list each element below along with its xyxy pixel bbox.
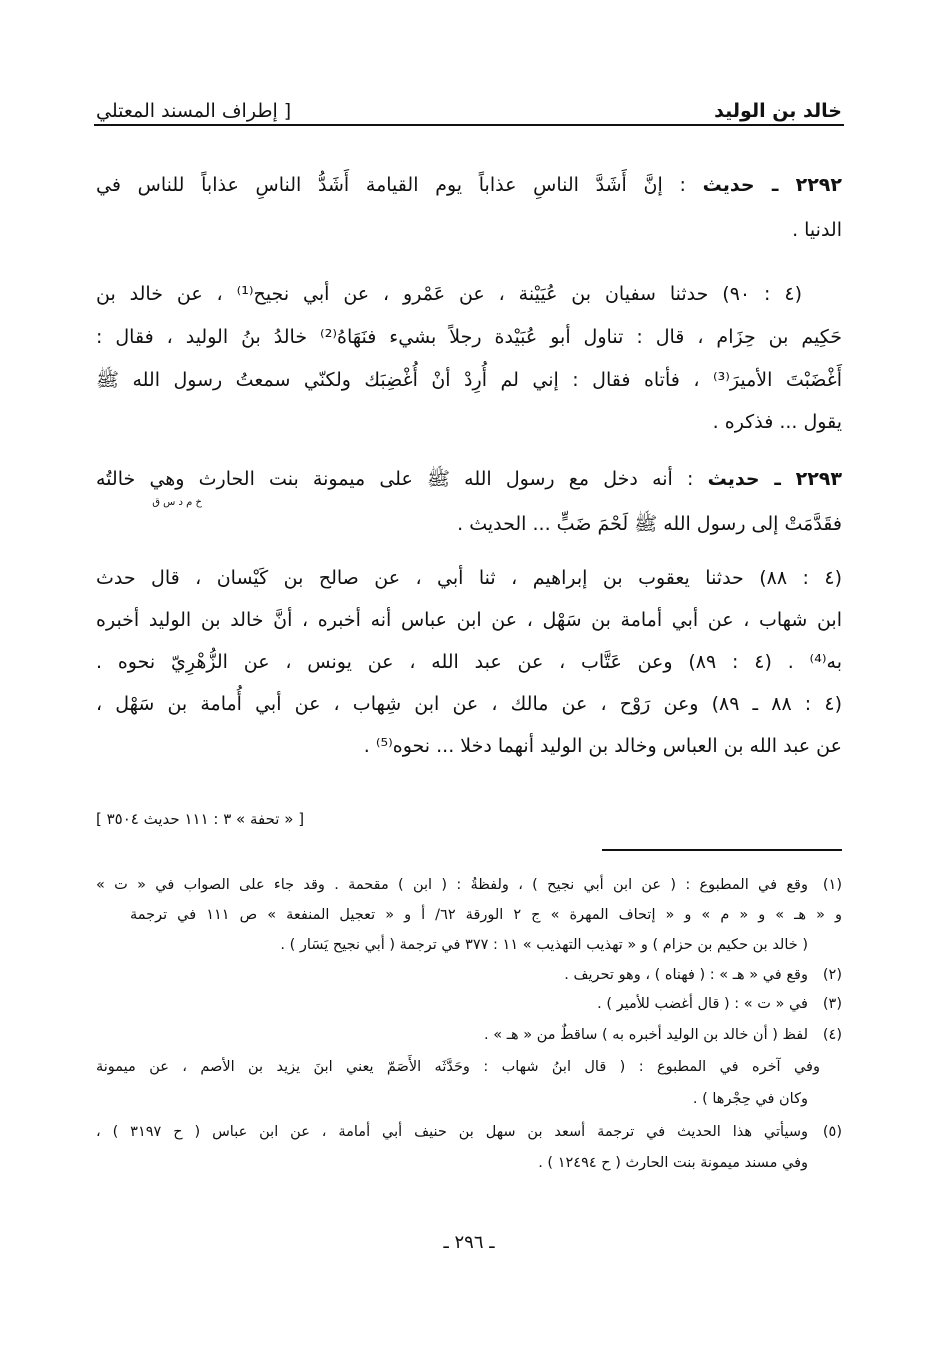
hadith-2292-line-1 xyxy=(96,176,842,195)
isnad-2292-line-4: يقول ... فذكره . xyxy=(712,411,842,433)
footnote-2 xyxy=(96,968,842,983)
footnote-text: في « ت » : ( قال أغضب للأمير ) . xyxy=(597,996,808,1012)
hadith-number: ٢٢٩٢ ـ حديث xyxy=(702,174,842,196)
footnote-marker: (٥) xyxy=(822,1124,842,1140)
footnote-rule xyxy=(602,849,842,851)
hadith-2293-line-2: فقَدَّمَتْ إلى رسول الله ﷺ لَحْمَ ضَبٍّ ... الحديث . xyxy=(457,513,842,535)
isnad-2293-line-2: ابن شهاب ، عن أبي أمامة بن سَهْل ، عن ابن عباس أنه أخبره ، أنَّ خالد بن الوليد أخبره xyxy=(96,609,842,631)
footnote-1-line-3: ( خالد بن حكيم بن حزام ) و « تهذيب التهذيب » ١١ : ٣٧٧ في ترجمة ( أبي نجيح يَسَار ) . xyxy=(280,937,808,953)
page-number: ـ ٢٩٦ ـ xyxy=(443,1232,495,1253)
footnote-4-line-1 xyxy=(96,1028,842,1043)
footnote-text: وسيأتي هذا الحديث في ترجمة أسعد بن سهل بن حنيف أبي أمامة ، عن ابن عباس ( ح ٣١٩٧ ) ، xyxy=(96,1124,808,1140)
footnote-1-line-1 xyxy=(96,878,842,893)
footnote-marker: (١) xyxy=(822,877,842,893)
isnad-2293-line-4: (٤ : ٨٨ ـ ٨٩) وعن رَوْح ، عن مالك ، عن ابن شِهاب ، عن أبي أُمامة بن سَهْل ، xyxy=(96,693,842,715)
hadith-text: : إنَّ أَشَدَّ الناسِ عذاباً يوم القيامة أَشَدُّ الناسِ عذاباً للناس في xyxy=(96,174,686,196)
isnad-text: (٤ : ٩٠) حدثنا سفيان بن عُيَيْنة ، عن عَمْرو ، عن أبي نجيح⁽¹⁾ ، عن خالد بن xyxy=(96,283,802,305)
isnad-2293-line-3: به⁽⁴⁾ . (٤ : ٨٩) وعن عَتَّاب ، عن عبد الله ، عن يونس ، عن الزُّهْرِيّ نحوه . xyxy=(96,651,842,673)
source-sigla: خ م د س ق xyxy=(152,497,202,508)
isnad-2292-line-1 xyxy=(96,285,842,304)
footnote-text: وقع في « هـ » : ( فهناه ) ، وهو تحريف . xyxy=(564,967,808,983)
footnote-4-line-2: وفي آخره في المطبوع : ( قال ابنُ شهاب : وحَدَّثَه الأَصَمّ يعني ابنَ يزيد بن الأصم ، عن ميمونة xyxy=(96,1059,820,1075)
footnote-marker: (٣) xyxy=(822,996,842,1012)
tuhfa-reference: [ « تحفة » ٣ : ١١١ حديث ٣٥٠٤ ] xyxy=(96,810,305,828)
footnote-marker: (٤) xyxy=(822,1027,842,1043)
hadith-2293-line-1 xyxy=(96,470,842,489)
isnad-2292-line-2: حَكِيم بن حِزَام ، قال : تناول أبو عُبَيْدة رجلاً بشيء فنَهَاهُ⁽²⁾ خالدُ بنُ الوليد ، فقال : xyxy=(96,326,843,348)
footnote-1-line-2: و « هـ » و « م » و « إتحاف المهرة » ج ٢ الورقة ٦٢/ أ و « تعجيل المنفعة » ص ١١١ في ترجمة xyxy=(130,907,842,923)
footnote-5-line-1 xyxy=(96,1125,842,1140)
footnote-3 xyxy=(96,997,842,1012)
running-head-right: خالد بن الوليد xyxy=(714,100,842,122)
running-head-left: [ إطراف المسند المعتلي xyxy=(96,100,292,122)
hadith-number: ٢٢٩٣ ـ حديث xyxy=(707,468,842,490)
footnote-5-line-2: وفي مسند ميمونة بنت الحارث ( ح ١٢٤٩٤ ) . xyxy=(538,1155,808,1171)
isnad-text: (٤ : ٨٨) حدثنا يعقوب بن إبراهيم ، ثنا أبي ، عن صالح بن كَيْسان ، قال حدث xyxy=(96,567,842,589)
footnote-text: وقع في المطبوع : ( عن ابن أبي نجيح ) ، ولفظةُ : ( ابن ) مقحمة . وقد جاء على الصواب في « ت » xyxy=(96,877,808,893)
isnad-2293-line-5: عن عبد الله بن العباس وخالد بن الوليد أنهما دخلا ... نحوه⁽⁵⁾ . xyxy=(363,735,842,757)
footnote-text: لفظ ( أن خالد بن الوليد أخبره به ) ساقطٌ من « هـ » . xyxy=(484,1027,808,1043)
hadith-2292-line-2: الدنيا . xyxy=(792,219,842,241)
footnote-marker: (٢) xyxy=(822,967,842,983)
isnad-2292-line-3: أَغْضَبْتَ الأميرَ⁽³⁾ ، فأتاه فقال : إني لم أُرِدْ أنْ أُغْضِبَك ولكنّي سمعتُ رسول الله ﷺ xyxy=(96,369,842,391)
isnad-2293-line-1 xyxy=(96,569,842,588)
header-rule xyxy=(94,124,844,126)
hadith-text: : أنه دخل مع رسول الله ﷺ على ميمونة بنت الحارث وهي خالتُه xyxy=(96,468,694,490)
footnote-4-line-3: وكان في حِجْرها ) . xyxy=(692,1091,808,1107)
